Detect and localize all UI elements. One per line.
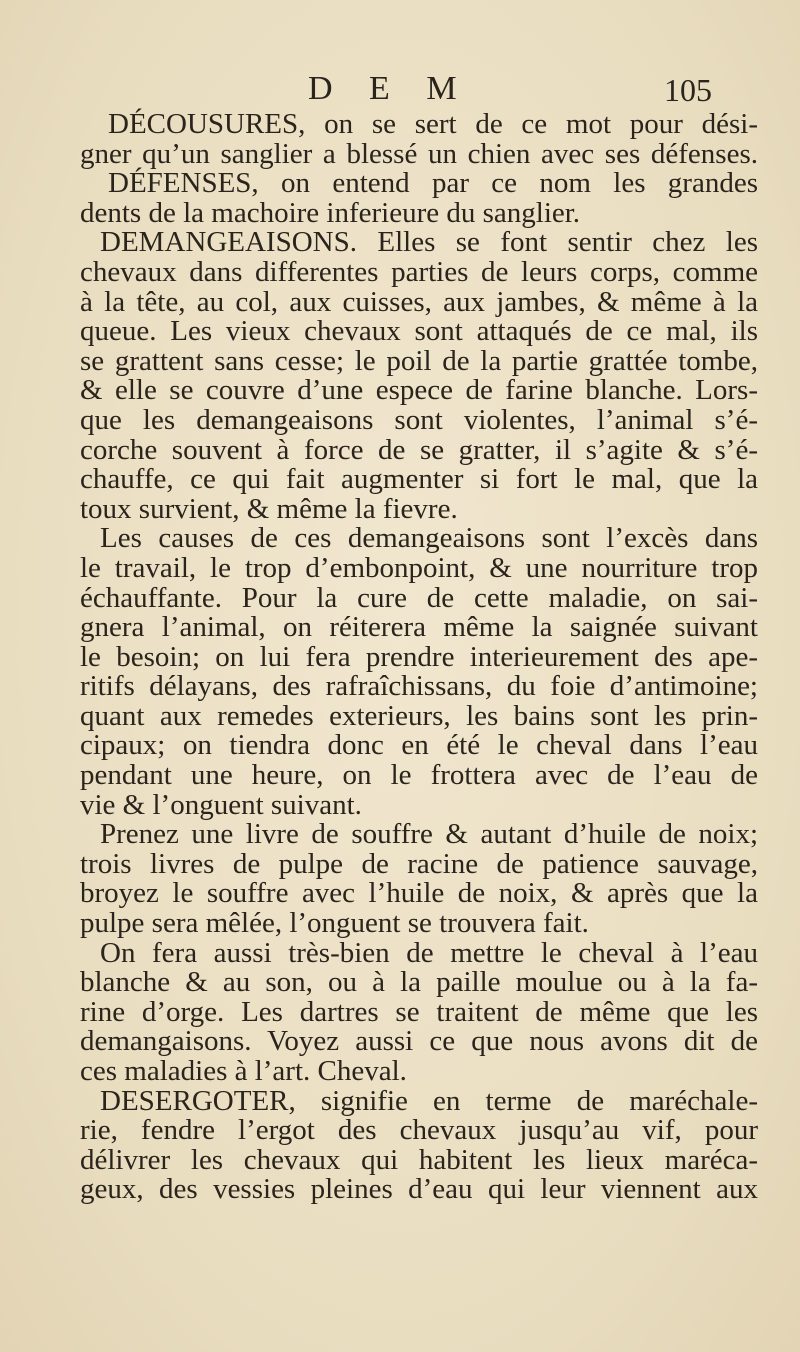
body-text bbox=[80, 110, 758, 1205]
text-line: ces maladies à l’art. Cheval. bbox=[80, 1055, 407, 1087]
text-line: gner qu’un sanglier a blessé un chien avec ses défenses. bbox=[80, 137, 758, 170]
page-number: 105 bbox=[664, 72, 712, 108]
text-line: DÉCOUSURES, on se sert de ce mot pour dési- bbox=[108, 108, 758, 140]
text-line: délivrer les chevaux qui habitent les lieux maréca- bbox=[80, 1143, 758, 1176]
text-line: dents de la machoire inferieure du sanglier. bbox=[80, 196, 581, 229]
text-line: vie & l’onguent suivant. bbox=[80, 788, 362, 821]
text-line: ritifs délayans, des rafraîchissans, du foie d’antimoine; bbox=[80, 670, 758, 703]
text-line: le travail, le trop d’embonpoint, & une nourriture trop bbox=[80, 551, 758, 584]
text-line: chauffe, ce qui fait augmenter si fort le mal, que la bbox=[80, 463, 758, 496]
text-line: geux, des vessies pleines d’eau qui leur viennent aux bbox=[80, 1173, 758, 1206]
text-line: le besoin; on lui fera prendre interieurement des ape- bbox=[80, 640, 758, 673]
text-line: Les causes de ces demangeaisons sont l’excès dans bbox=[100, 522, 758, 555]
text-line: DESERGOTER, signifie en terme de maréchale- bbox=[100, 1084, 758, 1117]
text-line: cipaux; on tiendra donc en été le cheval dans l’eau bbox=[80, 729, 758, 762]
text-line: DEMANGEAISONS. Elles se font sentir chez les bbox=[100, 226, 758, 259]
text-line: quant aux remedes exterieurs, les bains sont les prin- bbox=[80, 699, 758, 732]
text-line: que les demangeaisons sont violentes, l’animal s’é- bbox=[80, 403, 758, 436]
text-line: échauffante. Pour la cure de cette maladie, on sai- bbox=[80, 581, 758, 614]
text-line: rine d’orge. Les dartres se traitent de même que les bbox=[80, 995, 758, 1028]
text-line: On fera aussi très-bien de mettre le cheval à l’eau bbox=[100, 936, 758, 969]
text-line: pendant une heure, on le frottera avec de l’eau de bbox=[80, 759, 758, 792]
text-line: pulpe sera mêlée, l’onguent se trouvera fait. bbox=[80, 907, 589, 940]
text-line: gnera l’animal, on réiterera même la saignée suivant bbox=[80, 611, 758, 644]
text-line: broyez le souffre avec l’huile de noix, & après que la bbox=[80, 877, 758, 910]
text-line: blanche & au son, ou à la paille moulue ou à la fa- bbox=[80, 966, 758, 999]
text-line: corche souvent à force de se gratter, il s’agite & s’é- bbox=[80, 433, 758, 466]
text-line: rie, fendre l’ergot des chevaux jusqu’au vif, pour bbox=[80, 1114, 758, 1147]
text-line: & elle se couvre d’une espece de farine blanche. Lors- bbox=[80, 374, 758, 407]
running-head: D E M bbox=[308, 70, 471, 107]
text-line: chevaux dans differentes parties de leurs corps, comme bbox=[80, 255, 758, 288]
page-header bbox=[0, 70, 800, 110]
text-line: se grattent sans cesse; le poil de la partie grattée tombe, bbox=[80, 344, 758, 377]
text-line: queue. Les vieux chevaux sont attaqués de ce mal, ils bbox=[80, 315, 758, 348]
text-line: trois livres de pulpe de racine de patience sauvage, bbox=[80, 847, 758, 880]
text-line: DÉFENSES, on entend par ce nom les grandes bbox=[108, 167, 758, 200]
text-line: toux survient, & même la fievre. bbox=[80, 492, 458, 525]
text-line: Prenez une livre de souffre & autant d’huile de noix; bbox=[100, 818, 758, 851]
text-line: à la tête, au col, aux cuisses, aux jambes, & même à la bbox=[80, 285, 758, 318]
text-line: demangaisons. Voyez aussi ce que nous avons dit de bbox=[80, 1025, 758, 1058]
